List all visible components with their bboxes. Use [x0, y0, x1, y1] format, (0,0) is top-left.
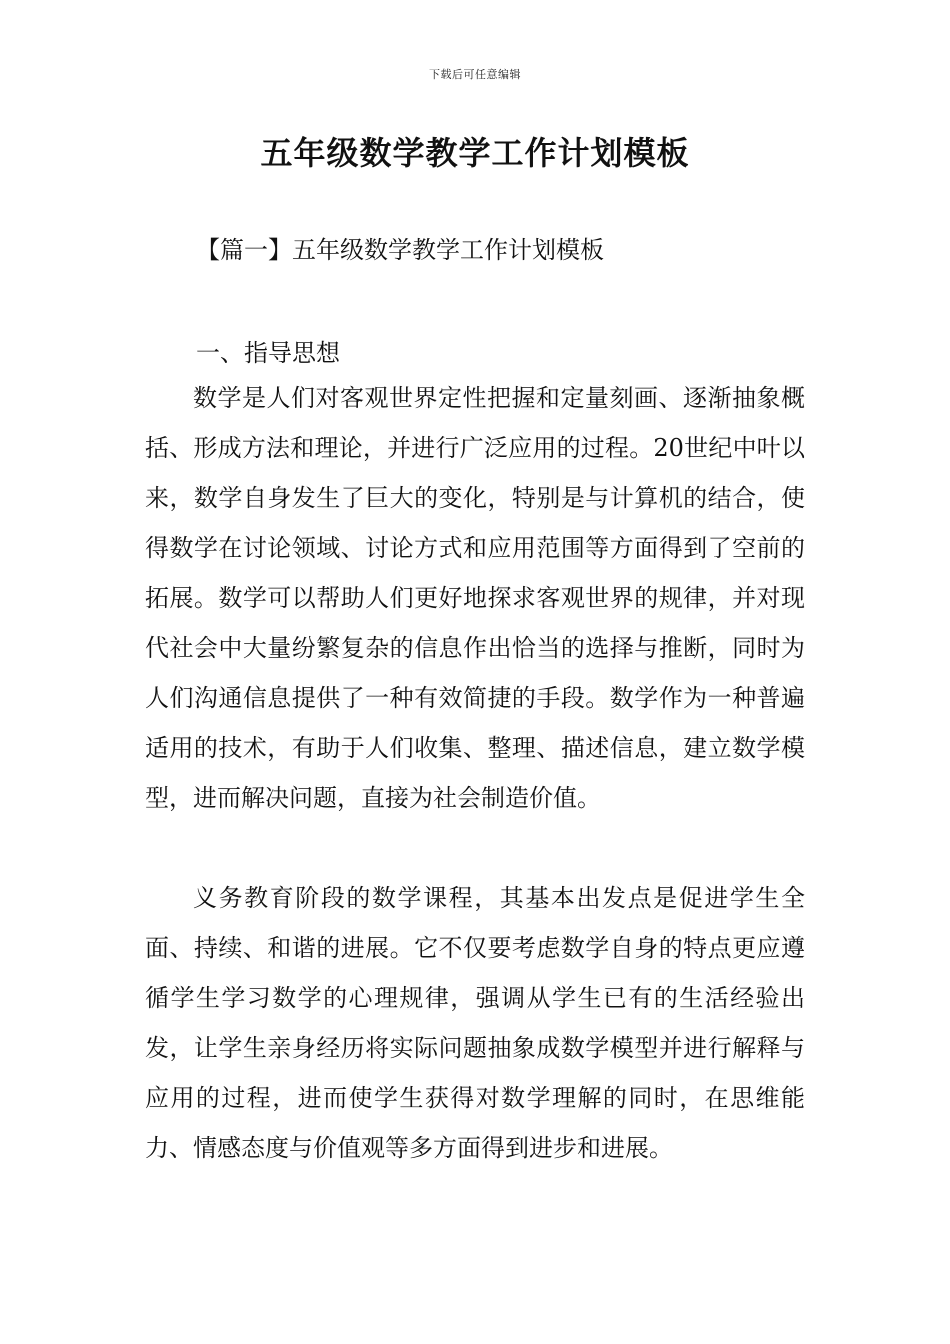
section-title: 【篇一】五年级数学教学工作计划模板: [196, 236, 604, 264]
header-note: 下载后可任意编辑: [429, 68, 521, 81]
heading-guiding-ideology: 一、指导思想: [196, 339, 340, 367]
document-title: 五年级数学教学工作计划模板: [260, 134, 690, 172]
paragraph-2: 义务教育阶段的数学课程，其基本出发点是促进学生全面、持续、和谐的进展。它不仅要考虑数学自身的特点更应遵循学生学习数学的心理规律，强调从学生已有的生活经验出发，让学生亲身经历将实际问题抽象成数学模型并进行解释与应用的过程，进而使学生获得对数学理解的同时，在思维能力、情感态度与价值观等多方面得到进步和进展。: [145, 884, 805, 1162]
paragraph-1: 数学是人们对客观世界定性把握和定量刻画、逐渐抽象概括、形成方法和理论，并进行广泛应用的过程。20世纪中叶以来，数学自身发生了巨大的变化，特别是与计算机的结合，使得数学在讨论领域、讨论方式和应用范围等方面得到了空前的拓展。数学可以帮助人们更好地探求客观世界的规律，并对现代社会中大量纷繁复杂的信息作出恰当的选择与推断，同时为人们沟通信息提供了一种有效简捷的手段。数学作为一种普遍适用的技术，有助于人们收集、整理、描述信息，建立数学模型，进而解决问题，直接为社会制造价值。: [145, 384, 805, 812]
